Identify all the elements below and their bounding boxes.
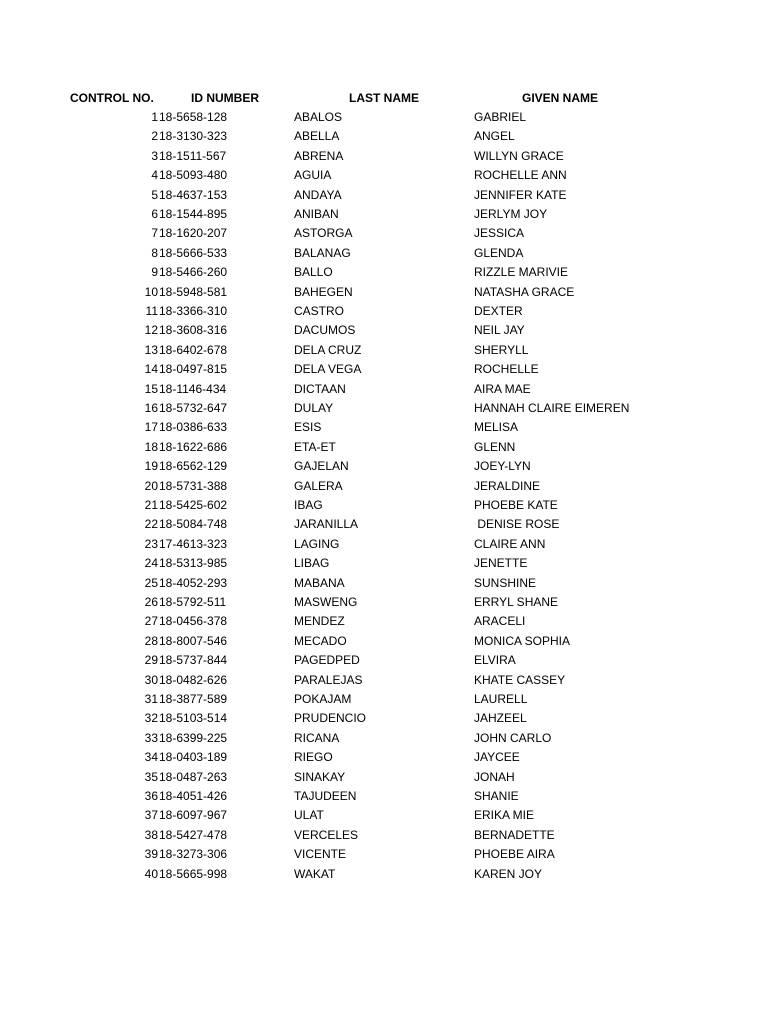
last-name-cell: ANIBAN — [294, 207, 339, 221]
table-row — [0, 632, 768, 651]
id-number-cell: 18-0487-263 — [159, 769, 228, 784]
control-no-cell: 15 — [144, 381, 158, 396]
given-name-cell: ERRYL SHANE — [474, 595, 559, 609]
last-name-cell: ABALOS — [294, 110, 343, 124]
given-name-cell: SHANIE — [474, 789, 519, 803]
table-row — [0, 865, 768, 884]
control-no-cell: 35 — [144, 769, 158, 784]
given-name-cell: JOHN CARLO — [474, 730, 552, 745]
control-no-cell: 14 — [144, 362, 158, 377]
last-name-cell: POKAJAM — [294, 692, 352, 706]
control-no-cell: 19 — [144, 459, 158, 474]
table-row — [0, 826, 768, 845]
last-name-cell: ASTORGA — [294, 226, 353, 241]
id-number-cell: 18-1544-895 — [159, 207, 228, 221]
control-no-cell: 20 — [144, 478, 158, 493]
given-name-cell: ERIKA MIE — [474, 808, 535, 823]
header-given-name: GIVEN NAME — [522, 91, 599, 105]
id-number-cell: 18-5466-260 — [159, 265, 228, 280]
table-row — [0, 166, 768, 185]
id-number-cell: 18-0497-815 — [159, 362, 228, 377]
given-name-cell: RIZZLE MARIVIE — [474, 265, 569, 280]
given-name-cell: JAHZEEL — [474, 711, 527, 726]
id-number-cell: 18-4051-426 — [159, 789, 228, 803]
table-row — [0, 108, 768, 127]
id-number-cell: 18-5665-998 — [159, 866, 228, 881]
last-name-cell: MECADO — [294, 633, 347, 648]
table-row — [0, 535, 768, 554]
id-number-cell: 18-5313-985 — [159, 556, 228, 571]
table-row — [0, 186, 768, 205]
given-name-cell: LAURELL — [474, 692, 528, 706]
control-no-cell: 10 — [144, 284, 158, 299]
id-number-cell: 18-0456-378 — [159, 614, 228, 629]
id-number-cell: 18-5425-602 — [159, 498, 228, 512]
id-number-cell: 18-3608-316 — [159, 323, 228, 338]
table-row — [0, 496, 768, 515]
control-no-cell: 2 — [151, 129, 158, 144]
last-name-cell: ETA-ET — [294, 439, 336, 454]
given-name-cell: JENETTE — [474, 556, 528, 571]
control-no-cell: 1 — [151, 110, 158, 124]
table-row — [0, 244, 768, 263]
header-control-no: CONTROL NO. — [70, 91, 154, 105]
id-number-cell: 18-5737-844 — [159, 653, 228, 668]
control-no-cell: 31 — [144, 692, 158, 706]
given-name-cell: JERLYM JOY — [474, 207, 548, 221]
last-name-cell: MASWENG — [294, 595, 358, 609]
id-number-cell: 18-8007-546 — [159, 633, 228, 648]
table-row — [0, 806, 768, 825]
given-name-cell: NATASHA GRACE — [474, 284, 575, 299]
id-number-cell: 18-0482-626 — [159, 672, 228, 687]
given-name-cell: JAYCEE — [474, 750, 520, 765]
control-no-cell: 7 — [151, 226, 158, 241]
control-no-cell: 29 — [144, 653, 158, 668]
id-number-cell: 18-4637-153 — [159, 187, 228, 202]
control-no-cell: 12 — [144, 323, 158, 338]
given-name-cell: NEIL JAY — [474, 323, 525, 338]
given-name-cell: GABRIEL — [474, 110, 527, 124]
header-row — [0, 89, 768, 108]
id-number-cell: 18-6402-678 — [159, 342, 228, 357]
table-row — [0, 302, 768, 321]
header-last-name: LAST NAME — [349, 91, 419, 105]
last-name-cell: CASTRO — [294, 304, 345, 318]
last-name-cell: PRUDENCIO — [294, 711, 367, 726]
id-number-cell: 18-1622-686 — [159, 439, 228, 454]
last-name-cell: ABRENA — [294, 148, 344, 163]
given-name-cell: SUNSHINE — [474, 575, 537, 590]
given-name-cell: BERNADETTE — [474, 827, 555, 842]
control-no-cell: 13 — [144, 342, 158, 357]
id-number-cell: 18-0403-189 — [159, 750, 228, 765]
given-name-cell: PHOEBE AIRA — [474, 847, 555, 862]
last-name-cell: PARALEJAS — [294, 672, 363, 687]
last-name-cell: BALANAG — [294, 245, 351, 260]
given-name-cell: JOEY-LYN — [474, 459, 531, 474]
id-number-cell: 18-5084-748 — [159, 517, 228, 532]
id-number-cell: 18-3366-310 — [159, 304, 228, 318]
last-name-cell: PAGEDPED — [294, 653, 360, 668]
table-row — [0, 341, 768, 360]
table-row — [0, 321, 768, 340]
last-name-cell: LAGING — [294, 536, 340, 551]
control-no-cell: 16 — [144, 401, 158, 415]
given-name-cell: MONICA SOPHIA — [474, 633, 571, 648]
id-number-cell: 17-4613-323 — [159, 536, 228, 551]
last-name-cell: TAJUDEEN — [294, 789, 357, 803]
last-name-cell: AGUIA — [294, 168, 332, 183]
table-row — [0, 554, 768, 573]
control-no-cell: 34 — [144, 750, 158, 765]
id-number-cell: 18-1146-434 — [159, 381, 227, 396]
control-no-cell: 37 — [144, 808, 158, 823]
given-name-cell: KAREN JOY — [474, 866, 543, 881]
last-name-cell: BALLO — [294, 265, 333, 280]
header-id-number: ID NUMBER — [191, 91, 259, 105]
control-no-cell: 25 — [144, 575, 158, 590]
id-number-cell: 18-5792-511 — [159, 595, 227, 609]
table-row — [0, 574, 768, 593]
table-row — [0, 380, 768, 399]
id-number-cell: 18-5103-514 — [159, 711, 228, 726]
id-number-cell: 18-6399-225 — [159, 730, 228, 745]
control-no-cell: 22 — [144, 517, 158, 532]
given-name-cell: JERALDINE — [474, 478, 541, 493]
last-name-cell: DELA VEGA — [294, 362, 362, 377]
table-row — [0, 399, 768, 418]
table-row — [0, 360, 768, 379]
given-name-cell: ROCHELLE ANN — [474, 168, 567, 183]
control-no-cell: 6 — [151, 207, 158, 221]
control-no-cell: 23 — [144, 536, 158, 551]
control-no-cell: 26 — [144, 595, 158, 609]
id-number-cell: 18-6562-129 — [159, 459, 228, 474]
control-no-cell: 4 — [151, 168, 158, 183]
given-name-cell: DENISE ROSE — [474, 517, 560, 532]
given-name-cell: CLAIRE ANN — [474, 536, 546, 551]
given-name-cell: PHOEBE KATE — [474, 498, 558, 512]
last-name-cell: ABELLA — [294, 129, 340, 144]
last-name-cell: IBAG — [294, 498, 323, 512]
last-name-cell: DELA CRUZ — [294, 342, 362, 357]
control-no-cell: 11 — [145, 304, 158, 318]
table-row — [0, 593, 768, 612]
table-row — [0, 224, 768, 243]
given-name-cell: JONAH — [474, 769, 515, 784]
last-name-cell: WAKAT — [294, 866, 336, 881]
table-row — [0, 729, 768, 748]
table-row — [0, 147, 768, 166]
last-name-cell: DACUMOS — [294, 323, 356, 338]
id-number-cell: 18-1511-567 — [159, 148, 227, 163]
last-name-cell: BAHEGEN — [294, 284, 353, 299]
last-name-cell: DICTAAN — [294, 381, 346, 396]
given-name-cell: DEXTER — [474, 304, 523, 318]
last-name-cell: GALERA — [294, 478, 343, 493]
last-name-cell: DULAY — [294, 401, 334, 415]
control-no-cell: 33 — [144, 730, 158, 745]
control-no-cell: 5 — [151, 187, 158, 202]
last-name-cell: JARANILLA — [294, 517, 359, 532]
id-number-cell: 18-3130-323 — [159, 129, 228, 144]
table-row — [0, 457, 768, 476]
table-row — [0, 768, 768, 787]
given-name-cell: HANNAH CLAIRE EIMEREN — [474, 401, 630, 415]
given-name-cell: JENNIFER KATE — [474, 187, 567, 202]
last-name-cell: VICENTE — [294, 847, 347, 862]
control-no-cell: 30 — [144, 672, 158, 687]
table-row — [0, 263, 768, 282]
id-number-cell: 18-5427-478 — [159, 827, 228, 842]
id-number-cell: 18-5731-388 — [159, 478, 228, 493]
control-no-cell: 40 — [144, 866, 158, 881]
control-no-cell: 21 — [144, 498, 158, 512]
table-row — [0, 845, 768, 864]
given-name-cell: GLENDA — [474, 245, 524, 260]
control-no-cell: 18 — [144, 439, 158, 454]
last-name-cell: RICANA — [294, 730, 340, 745]
given-name-cell: MELISA — [474, 420, 519, 435]
table-row — [0, 127, 768, 146]
table-row — [0, 671, 768, 690]
last-name-cell: LIBAG — [294, 556, 330, 571]
table-row — [0, 748, 768, 767]
last-name-cell: MABANA — [294, 575, 345, 590]
id-number-cell: 18-5093-480 — [159, 168, 228, 183]
given-name-cell: KHATE CASSEY — [474, 672, 566, 687]
given-name-cell: ANGEL — [474, 129, 515, 144]
last-name-cell: GAJELAN — [294, 459, 349, 474]
last-name-cell: ULAT — [294, 808, 324, 823]
table-row — [0, 418, 768, 437]
table-row — [0, 709, 768, 728]
last-name-cell: SINAKAY — [294, 769, 346, 784]
given-name-cell: GLENN — [474, 439, 516, 454]
table-row — [0, 690, 768, 709]
id-number-cell: 18-0386-633 — [159, 420, 228, 435]
control-no-cell: 24 — [144, 556, 158, 571]
id-number-cell: 18-5658-128 — [159, 110, 228, 124]
table-row — [0, 515, 768, 534]
id-number-cell: 18-3877-589 — [159, 692, 228, 706]
control-no-cell: 36 — [144, 789, 158, 803]
id-number-cell: 18-5948-581 — [159, 284, 228, 299]
given-name-cell: WILLYN GRACE — [474, 148, 564, 163]
control-no-cell: 39 — [144, 847, 158, 862]
table-row — [0, 205, 768, 224]
given-name-cell: ARACELI — [474, 614, 526, 629]
given-name-cell: ROCHELLE — [474, 362, 539, 377]
control-no-cell: 32 — [144, 711, 158, 726]
id-number-cell: 18-5732-647 — [159, 401, 228, 415]
control-no-cell: 28 — [144, 633, 158, 648]
id-number-cell: 18-6097-967 — [159, 808, 228, 823]
control-no-cell: 27 — [144, 614, 158, 629]
id-number-cell: 18-3273-306 — [159, 847, 228, 862]
last-name-cell: MENDEZ — [294, 614, 345, 629]
given-name-cell: AIRA MAE — [474, 381, 531, 396]
table-row — [0, 283, 768, 302]
id-number-cell: 18-1620-207 — [159, 226, 228, 241]
control-no-cell: 3 — [151, 148, 158, 163]
control-no-cell: 38 — [144, 827, 158, 842]
last-name-cell: RIEGO — [294, 750, 333, 765]
last-name-cell: ANDAYA — [294, 187, 342, 202]
table-row — [0, 651, 768, 670]
control-no-cell: 17 — [144, 420, 158, 435]
table-row — [0, 477, 768, 496]
given-name-cell: ELVIRA — [474, 653, 516, 668]
id-number-cell: 18-4052-293 — [159, 575, 228, 590]
table-row — [0, 787, 768, 806]
id-number-cell: 18-5666-533 — [159, 245, 228, 260]
control-no-cell: 8 — [151, 245, 158, 260]
last-name-cell: VERCELES — [294, 827, 359, 842]
given-name-cell: SHERYLL — [474, 342, 529, 357]
last-name-cell: ESIS — [294, 420, 322, 435]
control-no-cell: 9 — [151, 265, 158, 280]
table-row — [0, 438, 768, 457]
given-name-cell: JESSICA — [474, 226, 525, 241]
table-row — [0, 612, 768, 631]
